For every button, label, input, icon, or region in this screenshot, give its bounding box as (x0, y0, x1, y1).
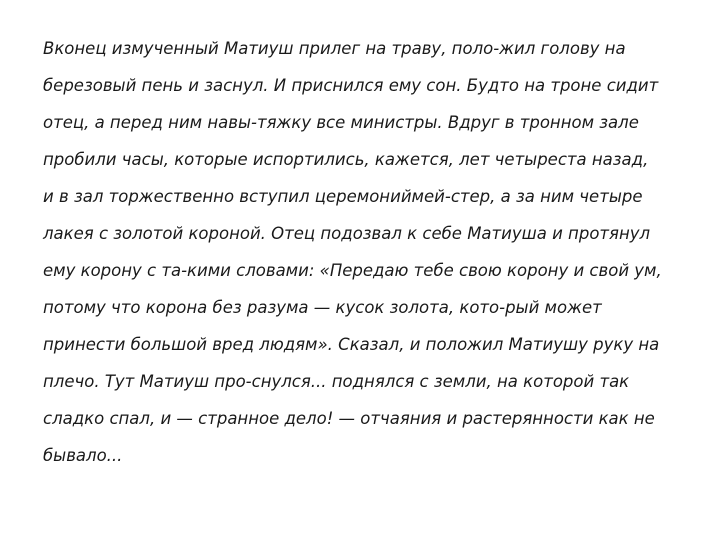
paragraph-line-11: сладко спал, и — странное дело! — отчаяния и растерянности как не (43, 409, 655, 428)
paragraph-line-1: Вконец измученный Матиуш прилег на траву, поло-жил голову на (43, 39, 626, 58)
paragraph-line-9: принести большой вред людям». Сказал, и положил Матиушу руку на (43, 335, 660, 354)
paragraph-line-10: плечо. Тут Матиуш про-снулся... поднялся с земли, на которой так (43, 372, 630, 391)
paragraph-line-8: потому что корона без разума — кусок золота, кото-рый может (43, 298, 602, 317)
paragraph-line-4: пробили часы, которые испортились, кажется, лет четыреста назад, (43, 150, 649, 169)
paragraph-line-7: ему корону с та-кими словами: «Передаю тебе свою корону и свой ум, (43, 261, 662, 280)
paragraph-line-6: лакея с золотой короной. Отец подозвал к себе Матиуша и протянул (43, 224, 651, 243)
paragraph-line-12: бывало... (43, 446, 123, 465)
paragraph-line-3: отец, а перед ним навы-тяжку все министры. Вдруг в тронном зале (43, 113, 639, 132)
paragraph-line-5: и в зал торжественно вступил церемониймей-стер, а за ним четыре (43, 187, 643, 206)
paragraph-line-2: березовый пень и заснул. И приснился ему сон. Будто на троне сидит (43, 76, 659, 95)
story-paragraph (43, 30, 693, 474)
